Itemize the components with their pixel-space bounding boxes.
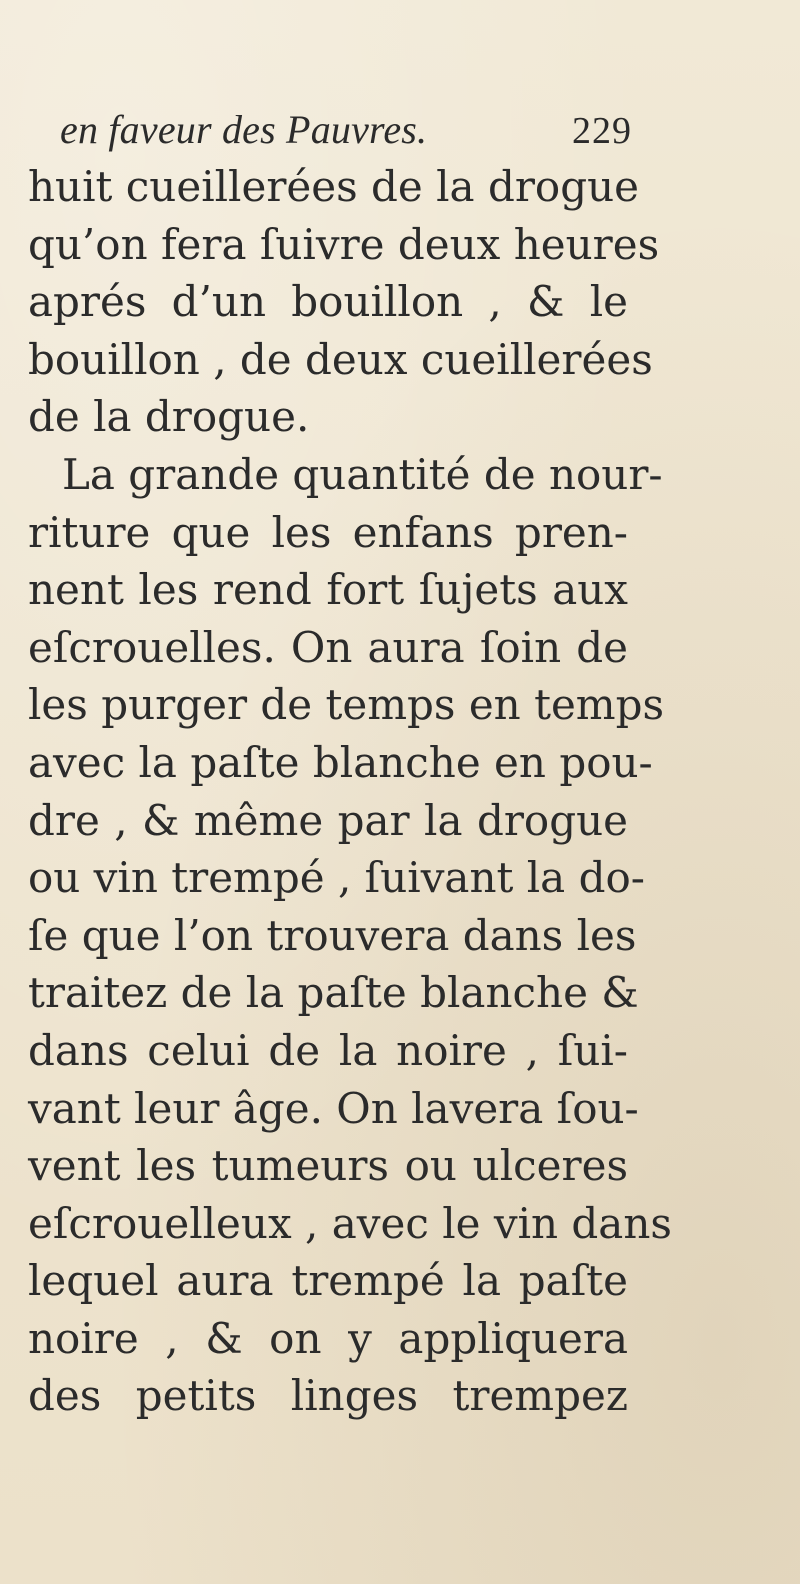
text-line: eſcrouelleux , avec le vin dans	[28, 1198, 672, 1248]
text-line: ſe que l’on trouvera dans les	[28, 910, 637, 960]
paragraph-first-line: La grande quantité de nour-	[62, 449, 663, 499]
text-line: huit cueillerées de la drogue	[28, 162, 639, 211]
text-line: des petits linges trempez	[28, 1371, 628, 1421]
text-line: riture que les enfans pren-	[28, 507, 628, 557]
text-line: les purger de temps en temps	[28, 680, 665, 730]
text-line: bouillon , de deux cueillerées	[28, 334, 653, 384]
text-line: traitez de la paſte blanche &	[28, 968, 639, 1018]
text-line: dre , & même par la drogue	[28, 795, 628, 845]
text-line: nent les rend fort ſujets aux	[28, 565, 628, 615]
text-line: lequel aura trempé la paſte	[28, 1256, 628, 1306]
text-line: eſcrouelles. On aura ſoin de	[28, 622, 628, 672]
text-line: noire , & on y appliquera	[28, 1313, 628, 1363]
running-title: en faveur des Pauvres.	[60, 107, 428, 152]
text-line: dans celui de la noire , ſui-	[28, 1025, 628, 1075]
text-line: ou vin trempé , ſuivant la do-	[28, 853, 645, 903]
page-number: 229	[572, 110, 632, 152]
text-line: de la drogue.	[28, 392, 310, 442]
text-line: avec la paſte blanche en pou-	[28, 737, 653, 787]
text-line: aprés d’un bouillon , & le	[28, 277, 628, 327]
text-line: vent les tumeurs ou ulceres	[28, 1141, 628, 1191]
text-line: vant leur âge. On lavera ſou-	[28, 1083, 639, 1133]
text-line: qu’on fera ſuivre deux heures	[28, 219, 660, 269]
page-header	[60, 102, 632, 158]
body-text	[28, 158, 672, 1425]
